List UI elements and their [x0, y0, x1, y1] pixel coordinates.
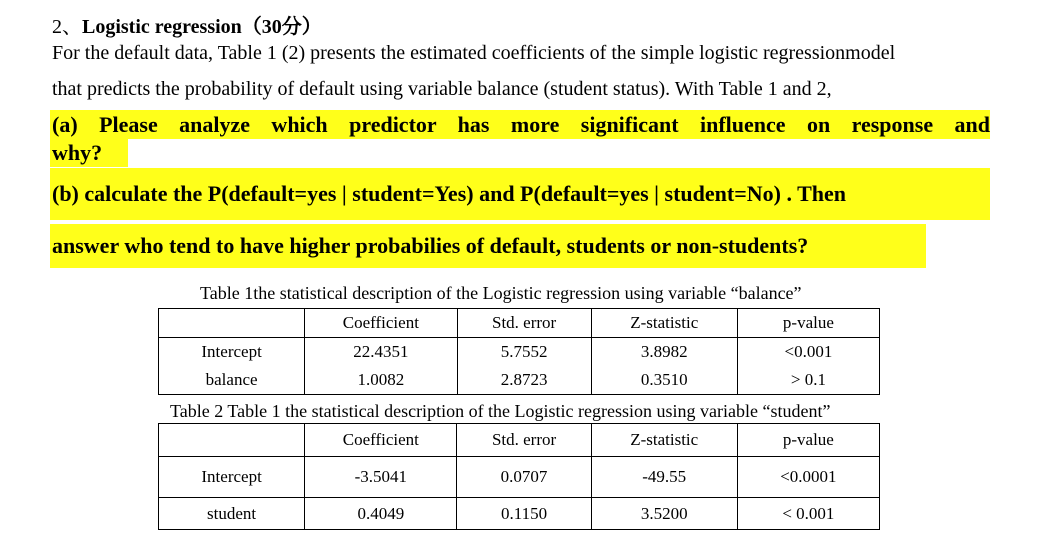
- question-a-line-2: why?: [50, 139, 128, 167]
- section-number: 2、: [52, 16, 82, 38]
- header-cell: Z-statistic: [591, 309, 737, 338]
- table-row: [159, 457, 880, 498]
- table1-caption: Table 1the statistical description of the Logistic regression using variable “balance”: [200, 283, 802, 303]
- table-cell: 0.4049: [305, 498, 457, 530]
- table-header-row: [159, 309, 880, 338]
- intro-line-1: For the default data, Table 1 (2) presents the estimated coefficients of the simple logistic regressionmodel: [52, 42, 896, 64]
- header-cell: Z-statistic: [591, 424, 737, 457]
- table-cell: 1.0082: [305, 366, 457, 395]
- header-cell: [159, 309, 305, 338]
- table-row: [159, 366, 880, 395]
- table-cell: < 0.001: [737, 498, 879, 530]
- header-cell: p-value: [737, 424, 879, 457]
- header-cell: Coefficient: [305, 424, 457, 457]
- table1: [158, 308, 880, 395]
- table-cell: Intercept: [159, 457, 305, 498]
- question-a-line-1: (a) Please analyze which predictor has more significant influence on response and: [52, 112, 990, 137]
- header-cell: Std. error: [457, 424, 591, 457]
- table-cell: 22.4351: [305, 338, 457, 367]
- table-cell: -49.55: [591, 457, 737, 498]
- table-cell: balance: [159, 366, 305, 395]
- table-cell: 0.0707: [457, 457, 591, 498]
- table-cell: 0.1150: [457, 498, 591, 530]
- header-cell: Std. error: [457, 309, 591, 338]
- header-cell: [159, 424, 305, 457]
- table-cell: <0.0001: [737, 457, 879, 498]
- section-title: Logistic regression（30分）: [82, 16, 322, 38]
- table-cell: <0.001: [737, 338, 879, 367]
- table-row: [159, 338, 880, 367]
- question-b-line-2: answer who tend to have higher probabilies of default, students or non-students?: [50, 224, 926, 268]
- table-row: [159, 498, 880, 530]
- table-cell: 2.8723: [457, 366, 591, 395]
- table-cell: 5.7552: [457, 338, 591, 367]
- table-cell: Intercept: [159, 338, 305, 367]
- table-cell: 0.3510: [591, 366, 737, 395]
- table-cell: student: [159, 498, 305, 530]
- intro-line-2: that predicts the probability of default using variable balance (student status). With Table 1 and 2,: [52, 78, 832, 100]
- table2-caption: Table 2 Table 1 the statistical description of the Logistic regression using variable “student”: [170, 401, 831, 421]
- table-cell: 3.8982: [591, 338, 737, 367]
- table-cell: 3.5200: [591, 498, 737, 530]
- table-header-row: [159, 424, 880, 457]
- header-cell: Coefficient: [305, 309, 457, 338]
- header-cell: p-value: [737, 309, 879, 338]
- section-heading: [52, 10, 322, 39]
- question-b-line-1: (b) calculate the P(default=yes | student=Yes) and P(default=yes | student=No) . Then: [50, 168, 990, 220]
- table-cell: -3.5041: [305, 457, 457, 498]
- table-cell: > 0.1: [737, 366, 879, 395]
- table2: [158, 423, 880, 530]
